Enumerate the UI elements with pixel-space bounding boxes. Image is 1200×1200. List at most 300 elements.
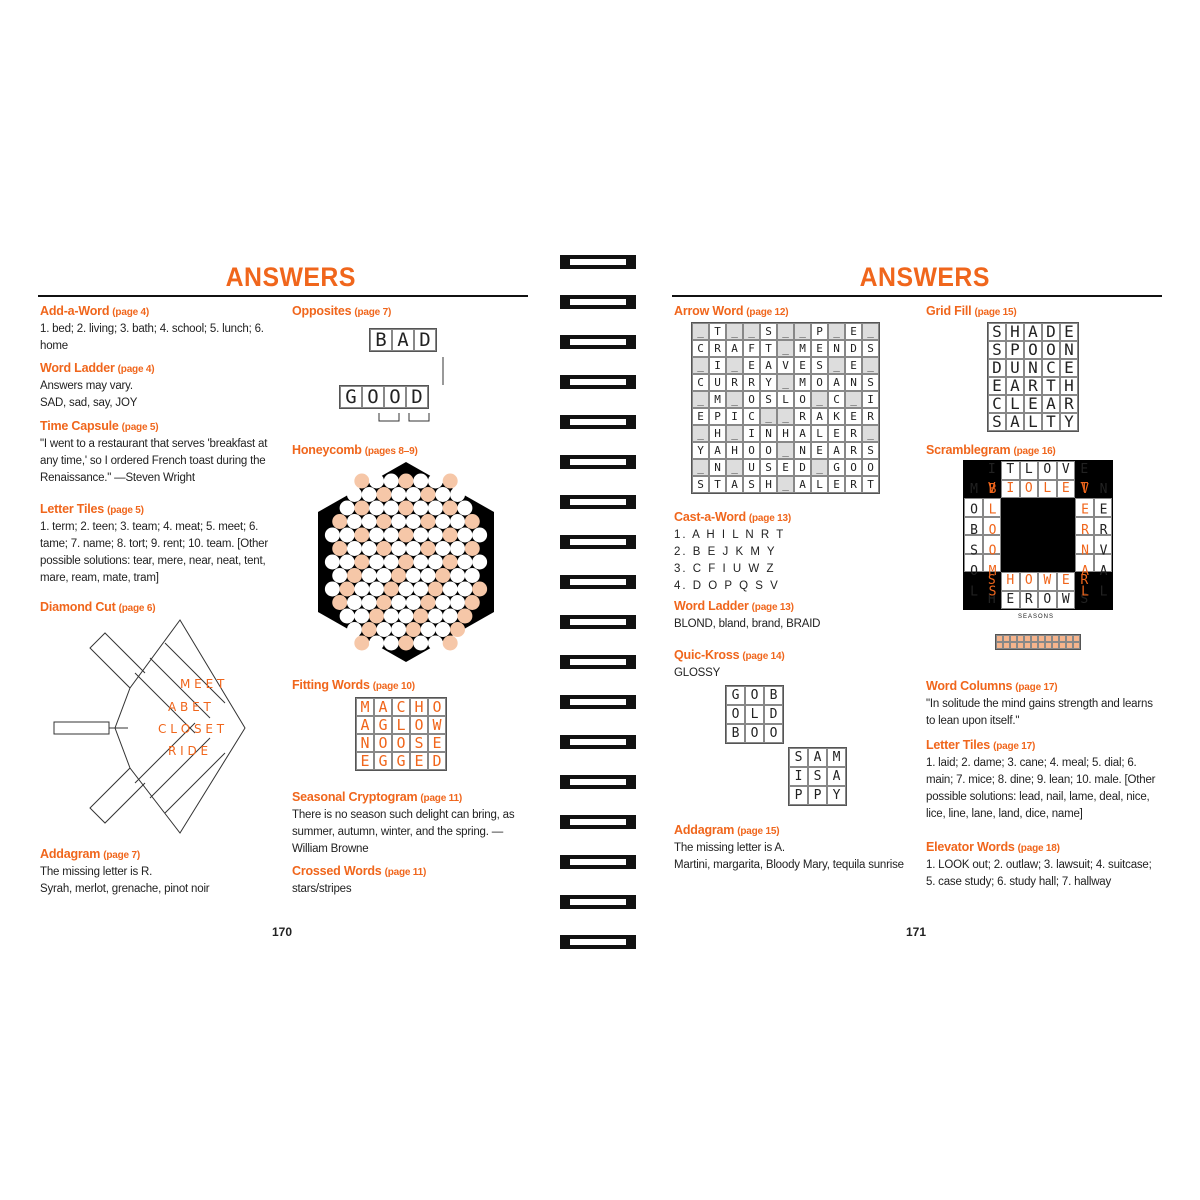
section-title: Crossed Words xyxy=(292,864,382,878)
section-text-2: SAD, sad, say, JOY xyxy=(40,397,138,409)
honeycomb-cell xyxy=(347,568,362,583)
section-text: BLOND, bland, brand, BRAID xyxy=(674,618,821,630)
left-title-rule xyxy=(38,295,528,297)
section-title: Addagram xyxy=(674,823,735,837)
section-word-ladder xyxy=(40,360,268,412)
section-cast-a-word xyxy=(674,509,909,595)
honeycomb-cell xyxy=(384,582,399,597)
honeycomb-cell xyxy=(450,622,465,637)
section-line: 4. D O P Q S V xyxy=(674,580,780,592)
honeycomb-cell xyxy=(428,636,443,651)
honeycomb-cell xyxy=(354,582,369,597)
honeycomb-cell xyxy=(332,568,347,583)
honeycomb-cell xyxy=(362,568,377,583)
grid-row: OLD xyxy=(731,707,789,722)
grid-cell xyxy=(1003,642,1010,649)
honeycomb-cell xyxy=(376,568,391,583)
section-elevator-words xyxy=(926,839,1161,891)
right-page-title: ANSWERS xyxy=(859,262,990,292)
diamond-cut-diagram xyxy=(50,618,250,838)
grid-cell xyxy=(1057,554,1076,573)
honeycomb-cell xyxy=(376,595,391,610)
grid-cell xyxy=(1066,635,1073,642)
honeycomb-cell xyxy=(421,595,436,610)
grid-row: EARTH xyxy=(992,376,1083,395)
grid-row: BAD xyxy=(375,329,442,351)
honeycomb-cell xyxy=(384,501,399,516)
honeycomb-cell xyxy=(399,528,414,543)
honeycomb-cell xyxy=(399,609,414,624)
section-title: Diamond Cut xyxy=(40,600,116,614)
grid-cell xyxy=(964,461,983,480)
grid-row: NOOSE xyxy=(360,734,451,752)
grid-cell xyxy=(1045,635,1052,642)
grid-row: EGGED xyxy=(360,752,451,770)
section-letter-tiles-2 xyxy=(926,737,1161,823)
grid-row: _H_INHALER_ xyxy=(697,427,885,440)
honeycomb-cell xyxy=(443,501,458,516)
honeycomb-cell xyxy=(362,622,377,637)
section-title: Letter Tiles xyxy=(40,502,105,516)
honeycomb-cell xyxy=(450,568,465,583)
grid-cell xyxy=(1001,535,1020,554)
honeycomb-cell xyxy=(465,541,480,556)
section-addagram xyxy=(40,846,268,898)
section-arrow-word xyxy=(674,303,909,321)
section-crossed-words xyxy=(292,863,522,898)
grid-cell xyxy=(1001,554,1020,573)
section-text: "I went to a restaurant that serves 'breakfast at any time,' so I ordered French toast during the Renaissance." —Steven Wright xyxy=(40,438,268,484)
grid-row: SAM xyxy=(794,750,852,765)
grid-row: GOOD xyxy=(345,386,434,408)
scramblegram-bottom-scrambled: HEROWS xyxy=(987,591,1099,607)
section-page: (page 6) xyxy=(118,603,156,614)
section-page: (page 17) xyxy=(1015,682,1058,693)
spiral-ring xyxy=(560,535,636,549)
scramblegram-left-scrambled: MOBSOL xyxy=(966,482,982,606)
honeycomb-cell xyxy=(413,582,428,597)
grid-row: _I_EAVES_E_ xyxy=(697,359,885,372)
grid-cell xyxy=(1038,517,1057,536)
grid-row: SPOON xyxy=(992,340,1083,359)
honeycomb-cell xyxy=(435,514,450,529)
honeycomb-cell xyxy=(340,609,355,624)
honeycomb-cell xyxy=(347,541,362,556)
section-page: (page 11) xyxy=(384,867,427,878)
honeycomb-cell xyxy=(457,528,472,543)
page-number-left: 170 xyxy=(272,925,293,939)
grid-row: _M_OSLO_C_I xyxy=(697,393,885,406)
honeycomb-cell xyxy=(332,541,347,556)
section-text: 1. laid; 2. dame; 3. cane; 4. meal; 5. dial; 6. main; 7. mice; 8. dine; 9. lean; 10. male. [Other possible solutions: lead, nail, lame, deal, nice, lice, line, lane, land, dice, name] xyxy=(926,757,1156,820)
section-word-columns xyxy=(926,678,1161,730)
section-title: Opposites xyxy=(292,304,352,318)
section-title: Word Columns xyxy=(926,679,1013,693)
section-time-capsule xyxy=(40,418,268,487)
honeycomb-cell xyxy=(421,541,436,556)
section-page: (page 18) xyxy=(1017,843,1060,854)
honeycomb-cell xyxy=(413,636,428,651)
honeycomb-cell xyxy=(406,514,421,529)
honeycomb-cell xyxy=(413,474,428,489)
section-title: Add-a-Word xyxy=(40,304,110,318)
honeycomb-cell xyxy=(421,487,436,502)
spiral-ring xyxy=(560,375,636,389)
honeycomb-cell xyxy=(362,487,377,502)
section-text: "In solitude the mind gains strength and learns to lean upon itself." xyxy=(926,698,1153,727)
honeycomb-cell xyxy=(369,501,384,516)
section-word-ladder-2 xyxy=(674,598,909,633)
honeycomb-cell xyxy=(443,636,458,651)
svg-text:A B E T: A B E T xyxy=(168,700,211,714)
scramblegram-right-scrambled: NERVAL xyxy=(1096,482,1111,606)
honeycomb-cell xyxy=(435,568,450,583)
section-page: (page 11) xyxy=(420,793,462,804)
honeycomb-cell xyxy=(340,501,355,516)
honeycomb-cell xyxy=(376,622,391,637)
left-page-title: ANSWERS xyxy=(225,262,356,292)
grid-row: CRAFT_MENDS xyxy=(697,342,885,355)
spiral-ring xyxy=(560,495,636,509)
honeycomb-cell xyxy=(369,555,384,570)
honeycomb-cell xyxy=(413,609,428,624)
grid-cell xyxy=(1052,635,1059,642)
section-diamond-cut xyxy=(40,599,268,617)
honeycomb-cell xyxy=(347,595,362,610)
honeycomb-cell xyxy=(391,568,406,583)
grid-cell xyxy=(1020,498,1039,517)
section-text: 1. bed; 2. living; 3. bath; 4. school; 5. lunch; 6. home xyxy=(40,323,264,352)
grid-cell xyxy=(1038,554,1057,573)
honeycomb-cell xyxy=(421,514,436,529)
honeycomb-cell xyxy=(369,528,384,543)
spiral-ring xyxy=(560,455,636,469)
spiral-ring xyxy=(560,655,636,669)
honeycomb-cell xyxy=(413,555,428,570)
section-quic-kross xyxy=(674,647,909,682)
spiral-ring xyxy=(560,335,636,349)
honeycomb-cell xyxy=(457,501,472,516)
honeycomb-cell xyxy=(347,514,362,529)
section-text: 1. LOOK out; 2. outlaw; 3. lawsuit; 4. suitcase; 5. case study; 6. study hall; 7. hallway xyxy=(926,859,1152,888)
scramblegram-answer-strip xyxy=(995,634,1081,650)
grid-row: AGLOW xyxy=(360,716,451,734)
honeycomb-cell xyxy=(362,541,377,556)
spiral-ring xyxy=(560,735,636,749)
honeycomb-cell xyxy=(325,528,340,543)
grid-cell xyxy=(1024,642,1031,649)
spiral-ring xyxy=(560,895,636,909)
honeycomb-cell xyxy=(428,582,443,597)
section-honeycomb xyxy=(292,442,522,460)
scramblegram-top-scrambled: ITLOVE xyxy=(987,462,1099,477)
grid-cell xyxy=(1001,498,1020,517)
section-fitting-words xyxy=(292,677,522,695)
section-page: (page 5) xyxy=(107,505,144,516)
section-text: The missing letter is A. xyxy=(674,842,785,854)
honeycomb-cell xyxy=(391,541,406,556)
scramblegram-top-answer: VIOLET xyxy=(987,480,1099,496)
section-text: The missing letter is R. xyxy=(40,866,153,878)
grid-cell xyxy=(1024,635,1031,642)
honeycomb-cell xyxy=(376,541,391,556)
grid-row: STASH_ALERT xyxy=(697,478,885,491)
section-text: 1. term; 2. teen; 3. team; 4. meat; 5. meet; 6. tame; 7. name; 8. tort; 9. rent; 10. team. [Other possible solutions: tear, mere, near, neat, tent, mare, ream, mate, tram] xyxy=(40,521,268,584)
svg-text:R I D E: R I D E xyxy=(168,744,209,758)
honeycomb-cell xyxy=(362,514,377,529)
section-scramblegram xyxy=(926,442,1161,460)
spiral-ring xyxy=(560,855,636,869)
grid-row: CLEAR xyxy=(992,394,1083,413)
section-line: 2. B E J K M Y xyxy=(674,546,777,558)
honeycomb-cell xyxy=(465,568,480,583)
honeycomb-cell xyxy=(428,474,443,489)
honeycomb-cell xyxy=(376,487,391,502)
spiral-ring xyxy=(560,775,636,789)
section-title: Fitting Words xyxy=(292,678,370,692)
honeycomb-cell xyxy=(406,487,421,502)
section-page: (page 5) xyxy=(121,422,159,433)
section-addagram-2 xyxy=(674,822,909,874)
section-title: Quic-Kross xyxy=(674,648,740,662)
honeycomb-cell xyxy=(384,555,399,570)
grid-row: CURRY_MOANS xyxy=(697,376,885,389)
svg-text:M E E T: M E E T xyxy=(180,677,225,691)
honeycomb-cell xyxy=(443,528,458,543)
honeycomb-cell xyxy=(457,609,472,624)
section-title: Time Capsule xyxy=(40,419,119,433)
spiral-ring xyxy=(560,615,636,629)
grid-row: YAHOO_NEARS xyxy=(697,444,885,457)
grid-fill-grid xyxy=(987,322,1083,432)
grid-row: SHADE xyxy=(992,322,1083,341)
section-title: Honeycomb xyxy=(292,443,362,457)
grid-cell xyxy=(996,635,1003,642)
grid-cell xyxy=(1010,635,1017,642)
grid-row: ISA xyxy=(794,769,852,784)
honeycomb-cell xyxy=(421,568,436,583)
section-page: (pages 8–9) xyxy=(364,446,418,457)
honeycomb-cell xyxy=(391,487,406,502)
grid-row: MACHO xyxy=(360,698,451,716)
honeycomb-cell xyxy=(354,528,369,543)
grid-cell xyxy=(1010,642,1017,649)
spiral-ring xyxy=(560,695,636,709)
section-page: (page 7) xyxy=(103,850,140,861)
honeycomb-cell xyxy=(406,595,421,610)
honeycomb-cell xyxy=(457,555,472,570)
section-page: (page 4) xyxy=(112,307,150,318)
honeycomb-cell xyxy=(406,622,421,637)
honeycomb-cell xyxy=(435,487,450,502)
honeycomb-cell xyxy=(443,474,458,489)
section-add-a-word xyxy=(40,303,268,355)
honeycomb-cell xyxy=(428,609,443,624)
honeycomb-cell xyxy=(435,541,450,556)
grid-cell xyxy=(1057,517,1076,536)
honeycomb-cell xyxy=(391,622,406,637)
page-number-right: 171 xyxy=(906,925,927,939)
section-title: Letter Tiles xyxy=(926,738,991,752)
honeycomb-cell xyxy=(406,541,421,556)
section-page: (page 16) xyxy=(1013,446,1056,457)
honeycomb-cell xyxy=(428,501,443,516)
honeycomb-cell xyxy=(391,595,406,610)
grid-cell xyxy=(1031,642,1038,649)
svg-text:C L O S E T: C L O S E T xyxy=(158,722,225,736)
section-grid-fill xyxy=(926,303,1161,321)
honeycomb-cell xyxy=(472,555,487,570)
section-title: Word Ladder xyxy=(40,361,115,375)
honeycomb-cell xyxy=(450,514,465,529)
grid-cell xyxy=(1045,642,1052,649)
spiral-ring xyxy=(560,575,636,589)
spiral-ring xyxy=(560,255,636,269)
honeycomb-cell xyxy=(443,582,458,597)
honeycomb-cell xyxy=(450,487,465,502)
grid-cell xyxy=(1038,642,1045,649)
grid-cell xyxy=(1020,535,1039,554)
scramblegram-caption: SEASONS xyxy=(1018,614,1055,620)
grid-cell xyxy=(1020,554,1039,573)
section-text: Answers may vary. xyxy=(40,380,133,392)
honeycomb-cell xyxy=(384,609,399,624)
scramblegram-grid xyxy=(963,460,1113,610)
honeycomb-cell xyxy=(384,474,399,489)
section-title: Addagram xyxy=(40,847,101,861)
grid-cell xyxy=(1031,635,1038,642)
section-title: Arrow Word xyxy=(674,304,744,318)
honeycomb-cell xyxy=(354,636,369,651)
honeycomb-cell xyxy=(340,528,355,543)
section-page: (page 10) xyxy=(372,681,415,692)
honeycomb-cell xyxy=(399,555,414,570)
grid-cell xyxy=(1059,642,1066,649)
honeycomb-cell xyxy=(465,514,480,529)
grid-cell xyxy=(1020,517,1039,536)
spiral-ring xyxy=(560,935,636,949)
honeycomb-cell xyxy=(421,622,436,637)
arrow-word-grid xyxy=(691,322,885,494)
honeycomb-cell xyxy=(406,568,421,583)
honeycomb-cell xyxy=(354,555,369,570)
section-page: (page 15) xyxy=(737,826,780,837)
section-title: Scramblegram xyxy=(926,443,1011,457)
section-title: Word Ladder xyxy=(674,599,749,613)
honeycomb-cell xyxy=(340,582,355,597)
honeycomb-cell xyxy=(384,528,399,543)
grid-cell xyxy=(1057,498,1076,517)
honeycomb-cell xyxy=(465,595,480,610)
honeycomb-cell xyxy=(413,501,428,516)
grid-cell xyxy=(1073,635,1080,642)
honeycomb-cell xyxy=(399,501,414,516)
grid-row: PPY xyxy=(794,788,852,803)
honeycomb-cell xyxy=(450,541,465,556)
section-text-2: Martini, margarita, Bloody Mary, tequila sunrise xyxy=(674,859,904,871)
grid-row: EPIC__RAKER xyxy=(697,410,885,423)
grid-cell xyxy=(1057,535,1076,554)
grid-cell xyxy=(1059,635,1066,642)
section-line: 1. A H I L N R T xyxy=(674,529,786,541)
honeycomb-cell xyxy=(354,609,369,624)
section-line: 3. C F I U W Z xyxy=(674,563,776,575)
honeycomb-cell xyxy=(369,582,384,597)
section-page: (page 12) xyxy=(746,307,789,318)
section-title: Cast-a-Word xyxy=(674,510,746,524)
grid-row: BOO xyxy=(731,726,789,741)
section-page: (page 13) xyxy=(751,602,794,613)
section-page: (page 13) xyxy=(748,513,791,524)
section-page: (page 17) xyxy=(993,741,1036,752)
honeycomb-cell xyxy=(399,636,414,651)
honeycomb-cell xyxy=(435,622,450,637)
grid-cell xyxy=(1017,642,1024,649)
honeycomb-cell xyxy=(472,528,487,543)
section-text: GLOSSY xyxy=(674,667,721,679)
grid-row: _T__S__P_E_ xyxy=(697,325,885,338)
honeycomb-cell xyxy=(354,474,369,489)
section-title: Elevator Words xyxy=(926,840,1015,854)
honeycomb-cell xyxy=(413,528,428,543)
grid-cells xyxy=(996,635,1080,649)
honeycomb-cell xyxy=(457,582,472,597)
honeycomb-cell xyxy=(347,622,362,637)
honeycomb-cell xyxy=(369,609,384,624)
section-text: stars/stripes xyxy=(292,883,352,895)
honeycomb-cell xyxy=(391,514,406,529)
grid-cell xyxy=(1001,517,1020,536)
grid-cell xyxy=(1038,635,1045,642)
section-page: (page 14) xyxy=(742,651,785,662)
right-title-rule xyxy=(672,295,1162,297)
grid-row: GOB xyxy=(731,688,789,703)
grid-cell xyxy=(1038,498,1057,517)
section-opposites xyxy=(292,303,522,321)
grid-cell xyxy=(1052,642,1059,649)
opposites-connectors xyxy=(339,355,459,425)
honeycomb-cell xyxy=(325,555,340,570)
section-seasonal-cryptogram xyxy=(292,789,522,858)
spiral-ring xyxy=(560,295,636,309)
honeycomb-cell xyxy=(340,555,355,570)
section-letter-tiles xyxy=(40,501,268,587)
section-text-2: Syrah, merlot, grenache, pinot noir xyxy=(40,883,210,895)
honeycomb-cell xyxy=(332,595,347,610)
honeycomb-cell xyxy=(362,595,377,610)
honeycomb-cell xyxy=(325,582,340,597)
honeycomb-cell xyxy=(399,582,414,597)
grid-cell xyxy=(1003,635,1010,642)
scramblegram-left-answer: BLOOMS xyxy=(985,482,1000,606)
fitting-words-grid xyxy=(355,697,451,771)
honeycomb-cell xyxy=(384,636,399,651)
grid-cell xyxy=(1073,642,1080,649)
honeycomb-cell xyxy=(347,487,362,502)
grid-row: SALTY xyxy=(992,412,1083,431)
honeycomb-cell xyxy=(399,474,414,489)
honeycomb-cell xyxy=(443,555,458,570)
honeycomb-cell xyxy=(443,609,458,624)
section-title: Grid Fill xyxy=(926,304,972,318)
grid-cell xyxy=(1066,642,1073,649)
section-page: (page 4) xyxy=(117,364,155,375)
honeycomb-cell xyxy=(472,582,487,597)
honeycomb-cell xyxy=(450,595,465,610)
spiral-ring xyxy=(560,815,636,829)
scramblegram-right-answer: VERNAL xyxy=(1077,482,1093,606)
honeycomb-cell xyxy=(332,514,347,529)
